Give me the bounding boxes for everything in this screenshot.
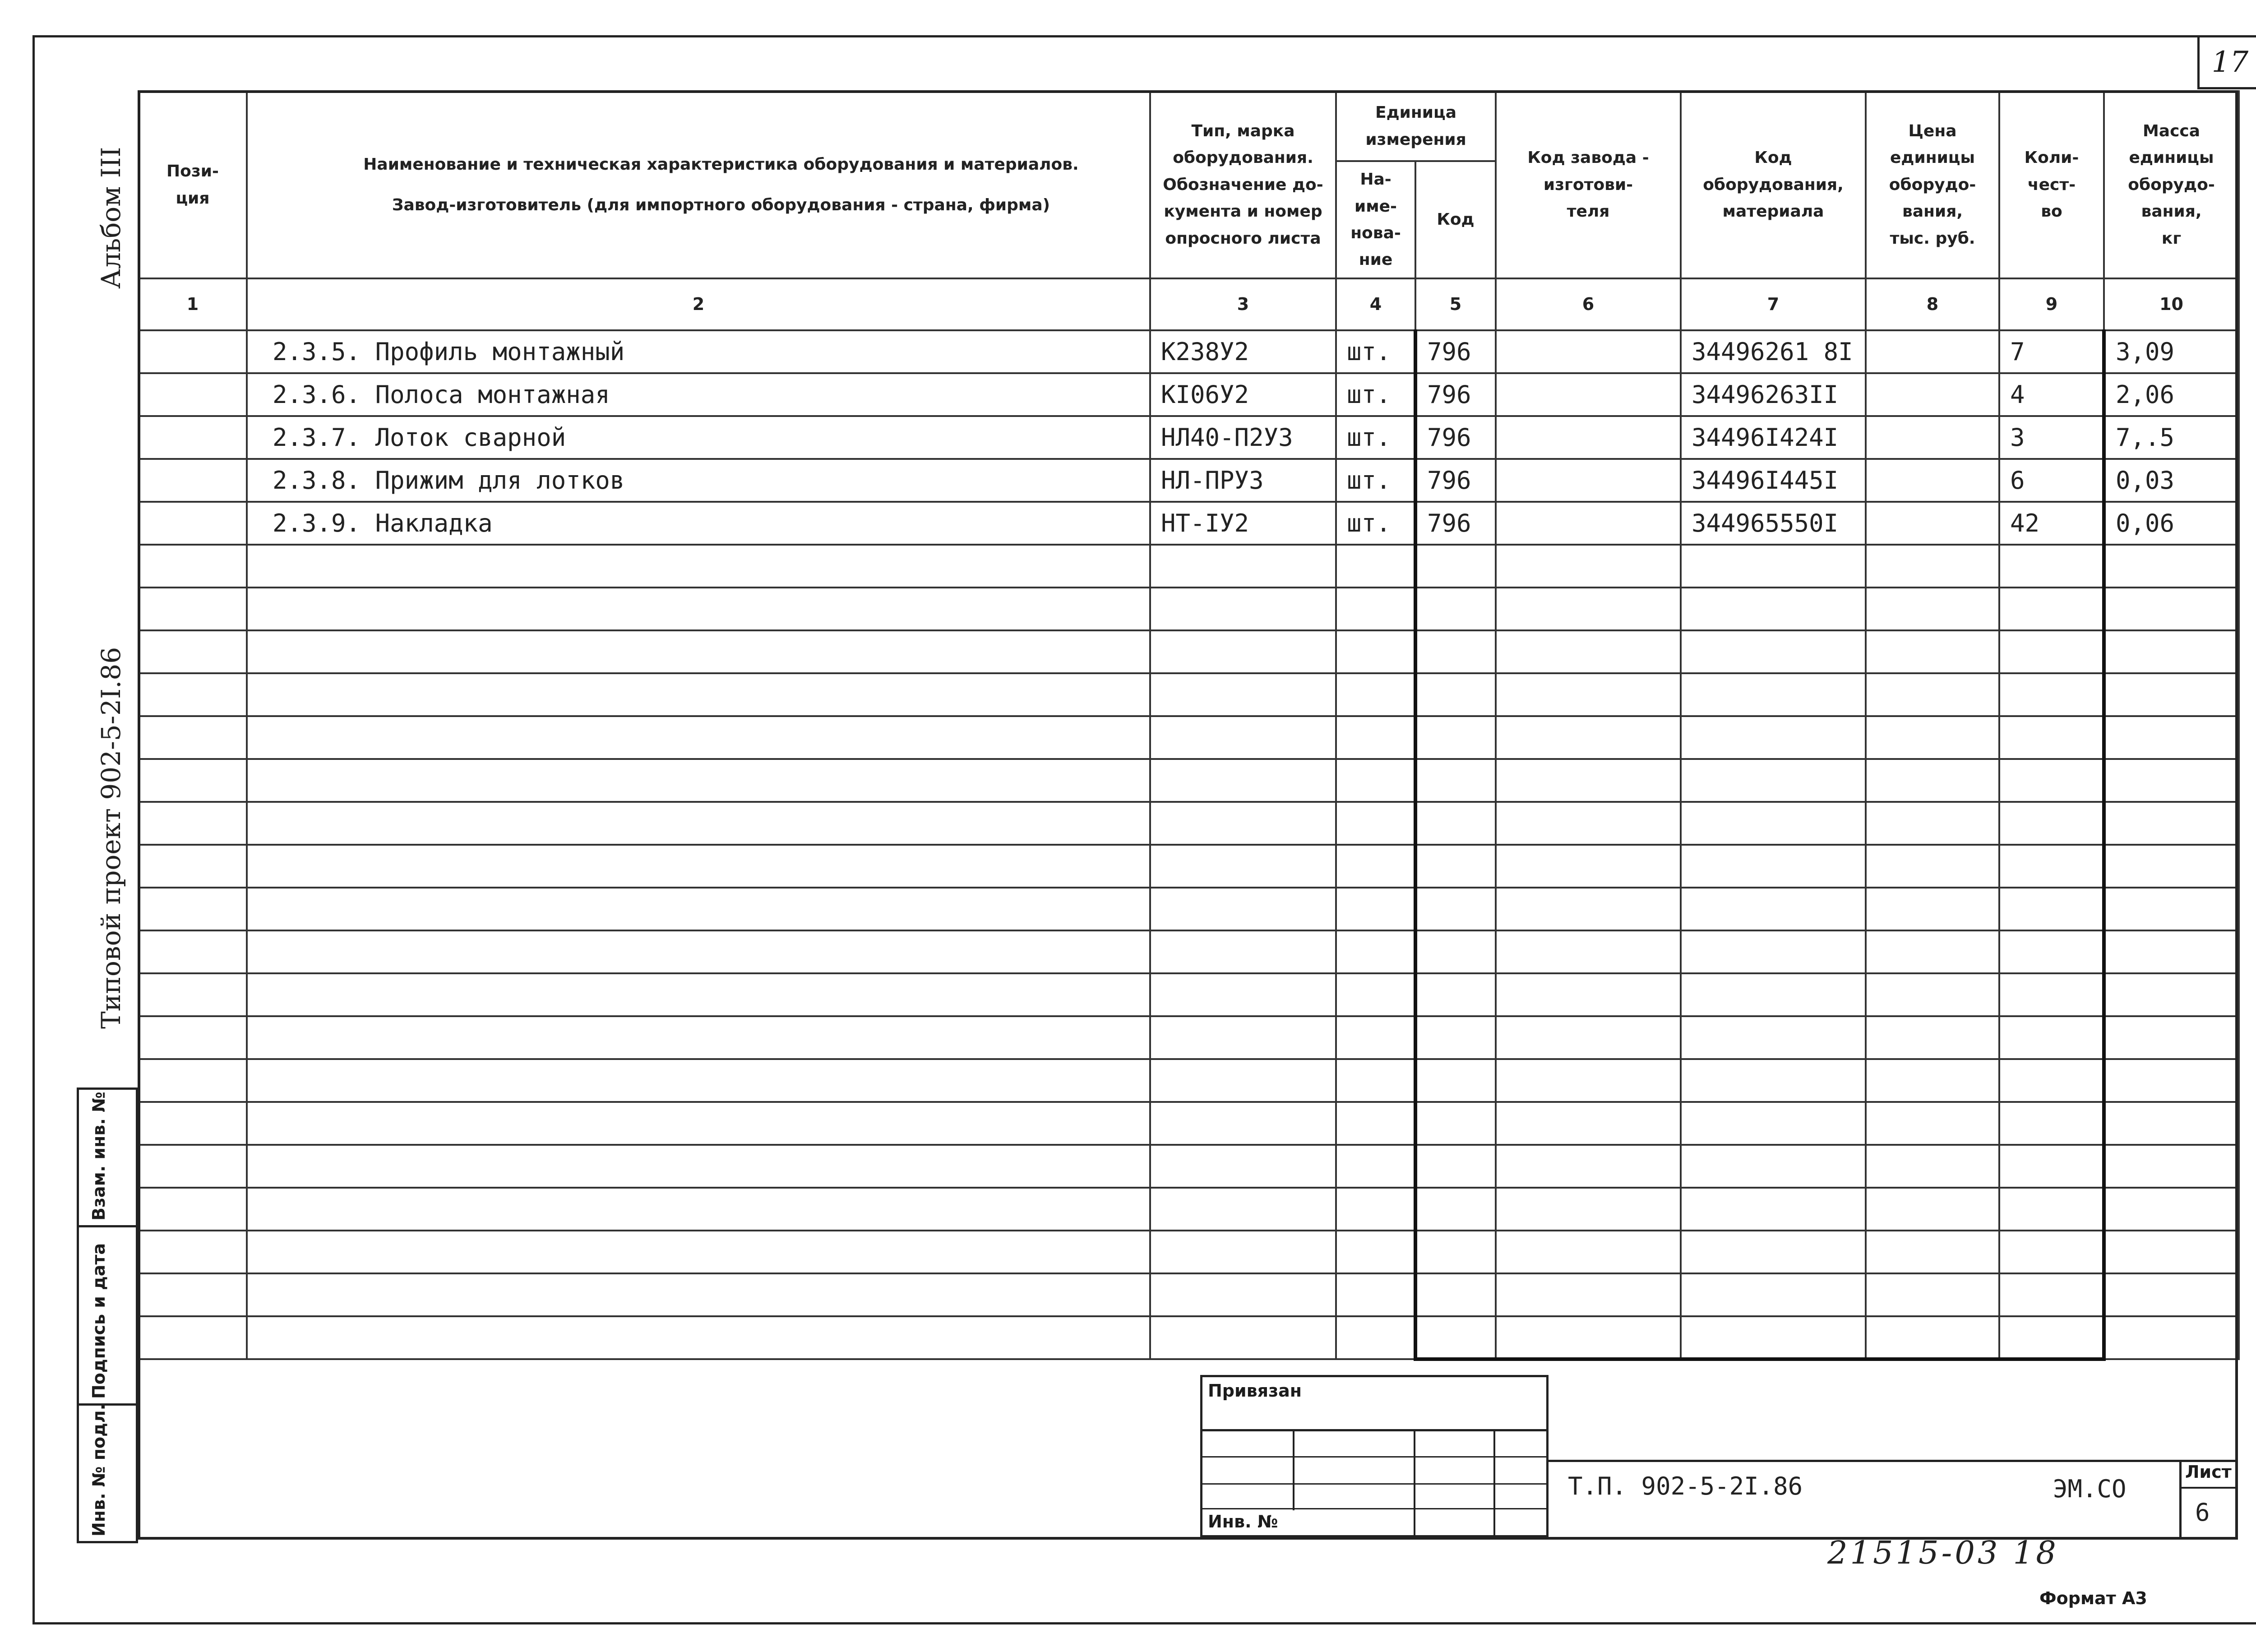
cell-code: 796 (1415, 373, 1496, 416)
col-num: 1 (139, 278, 247, 330)
sheet-label: Лист (2185, 1462, 2232, 1482)
col-num: 2 (247, 278, 1150, 330)
cell-unit: шт. (1336, 502, 1415, 545)
cell-unit: шт. (1336, 373, 1415, 416)
cell-type: НТ-IУ2 (1150, 502, 1336, 545)
bound-label: Привязан (1208, 1381, 1302, 1401)
cell-code: 796 (1415, 459, 1496, 502)
document-designation: Т.П. 902-5-2I.86 (1568, 1472, 1803, 1500)
header-unit-name: На- име- нова- ние (1336, 161, 1415, 278)
album-label: Альбом III (96, 147, 126, 289)
cell-mass: 2,06 (2104, 373, 2239, 416)
col-num: 7 (1681, 278, 1866, 330)
stamp-replacement-inv: Взам. инв. № (77, 1087, 138, 1227)
cell-unit: шт. (1336, 459, 1415, 502)
cell-mass: 0,03 (2104, 459, 2239, 502)
cell-unit: шт. (1336, 416, 1415, 459)
cell-type: КI06У2 (1150, 373, 1336, 416)
cell-mass: 7,.5 (2104, 416, 2239, 459)
col-num: 9 (1999, 278, 2104, 330)
stamp-signature-date: Подпись и дата (77, 1225, 138, 1406)
cell-code: 796 (1415, 416, 1496, 459)
cell-equip: 34496I424I (1681, 416, 1866, 459)
header-quantity: Коли- чест- во (1999, 91, 2104, 278)
cell-qty: 4 (1999, 373, 2104, 416)
header-type: Тип, марка оборудования. Обозначение до- кумента и номер опросного листа (1150, 91, 1336, 278)
format-label: Формат А3 (2039, 1588, 2147, 1608)
cell-name: 2.3.8. Прижим для лотков (247, 459, 1150, 502)
cell-qty: 6 (1999, 459, 2104, 502)
header-position: Пози- ция (139, 91, 247, 278)
header-price: Цена единицы оборудо- вания, тыс. руб. (1866, 91, 1999, 278)
cell-type: НЛ40-П2У3 (1150, 416, 1336, 459)
cell-qty: 42 (1999, 502, 2104, 545)
cell-equip: 34496261 8I (1681, 330, 1866, 373)
stamp-original-inv: Инв. № подл. (77, 1403, 138, 1543)
header-mass: Масса единицы оборудо- вания, кг (2104, 91, 2239, 278)
cell-code: 796 (1415, 330, 1496, 373)
handwritten-archive-number: 21515-03 18 (1827, 1534, 2059, 1571)
cell-equip: 344965550I (1681, 502, 1866, 545)
project-label: Типовой проект 902-5-2I.86 (96, 647, 126, 1029)
cell-qty: 7 (1999, 330, 2104, 373)
drawing-inner-frame (138, 90, 2238, 1540)
sheet-number: 6 (2195, 1498, 2210, 1527)
col-num: 8 (1866, 278, 1999, 330)
header-name: Наименование и техническая характеристика оборудования и материалов. Завод-изготовитель (для импортного оборудования - страна, фирма) (247, 91, 1150, 278)
col-num: 4 (1336, 278, 1415, 330)
inventory-label: Инв. № (1208, 1512, 1278, 1532)
cell-equip: 34496I445I (1681, 459, 1866, 502)
cell-qty: 3 (1999, 416, 2104, 459)
left-stamp-column (77, 1087, 138, 1543)
document-mark: ЭМ.СО (2053, 1475, 2127, 1503)
cell-code: 796 (1415, 502, 1496, 545)
header-factory-code: Код завода - изготови- теля (1496, 91, 1681, 278)
col-num: 6 (1496, 278, 1681, 330)
col-num: 3 (1150, 278, 1336, 330)
cell-equip: 34496263II (1681, 373, 1866, 416)
cell-name: 2.3.9. Накладка (247, 502, 1150, 545)
header-unit-code: Код (1415, 161, 1496, 278)
cell-type: К238У2 (1150, 330, 1336, 373)
col-num: 10 (2104, 278, 2239, 330)
sheet-corner-number: 17 (2197, 35, 2256, 89)
cell-unit: шт. (1336, 330, 1415, 373)
cell-name: 2.3.5. Профиль монтажный (247, 330, 1150, 373)
cell-name: 2.3.6. Полоса монтажная (247, 373, 1150, 416)
cell-type: НЛ-ПРУ3 (1150, 459, 1336, 502)
header-equipment-code: Код оборудования, материала (1681, 91, 1866, 278)
col-num: 5 (1415, 278, 1496, 330)
cell-mass: 0,06 (2104, 502, 2239, 545)
cell-mass: 3,09 (2104, 330, 2239, 373)
header-unit-group: Единица измерения (1336, 91, 1496, 161)
cell-name: 2.3.7. Лоток сварной (247, 416, 1150, 459)
